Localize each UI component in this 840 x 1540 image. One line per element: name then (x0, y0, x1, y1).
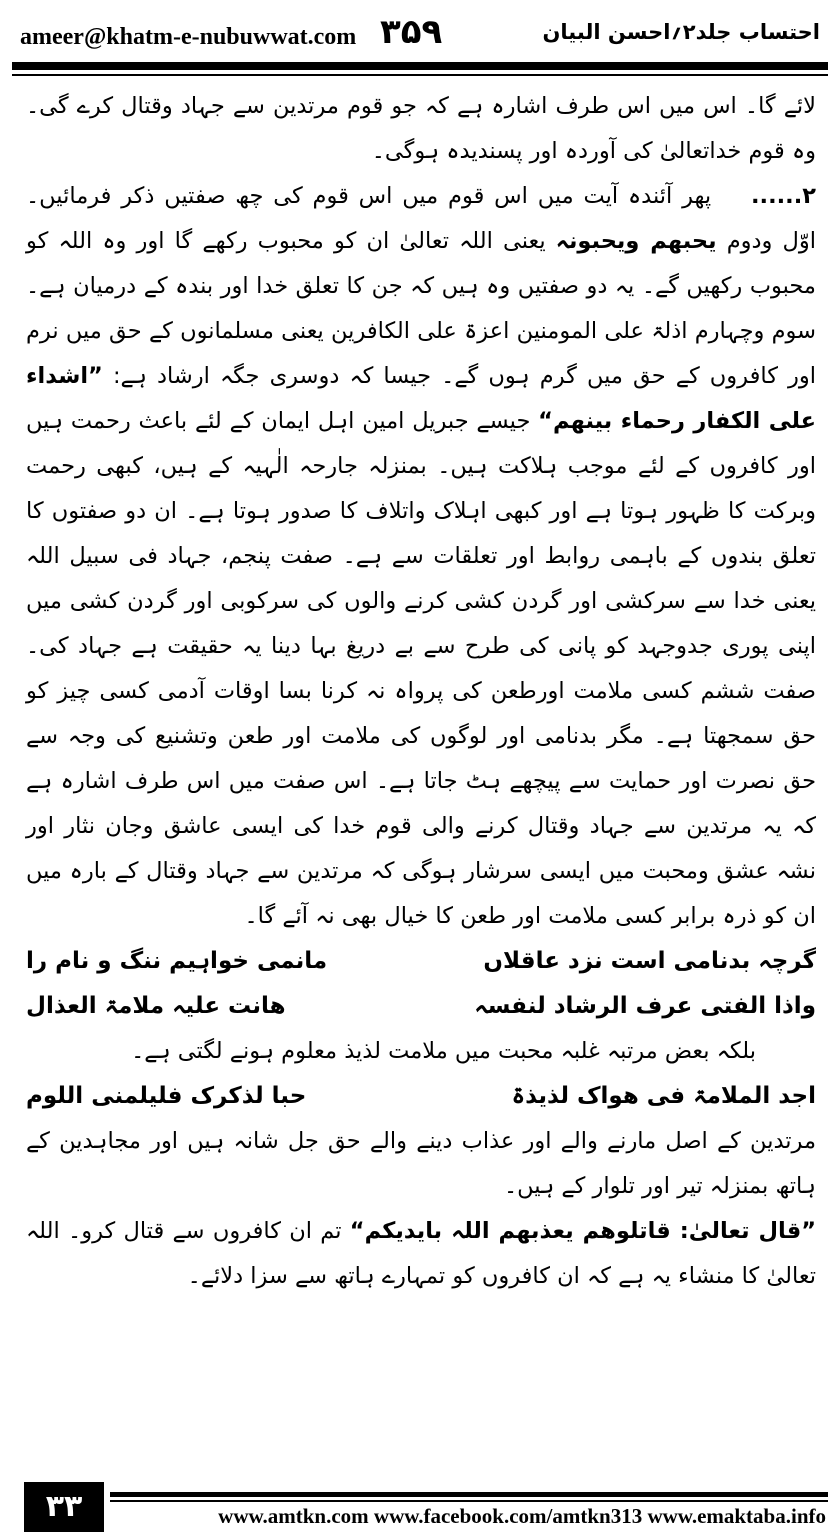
header-rule-thin (12, 74, 828, 76)
verse-line-3 (26, 1074, 816, 1119)
footer-links: www.amtkn.com www.facebook.com/amtkn313 www.emaktaba.info (218, 1504, 826, 1528)
verse-1-first-half: گرچہ بدنامی است نزد عاقلاں (483, 948, 816, 974)
verse-line-1 (26, 939, 816, 984)
verse-line-2 (26, 984, 816, 1029)
verse-3-first-half: اجد الملامۃ فی ھواک لذیذۃ (511, 1083, 816, 1109)
quran-quote: ”اشداء علی الکفار رحماء بینھم“ (26, 363, 817, 434)
footer-rule-thin (110, 1500, 828, 1502)
verse-2-first-half: واذا الفتی عرف الرشاد لنفسہ (474, 993, 816, 1019)
paragraph-5 (26, 1209, 816, 1299)
header-rule-thick (12, 62, 828, 70)
paragraph-2 (26, 174, 816, 939)
paragraph-1: لائے گا۔ اس میں اس طرف اشارہ ہے کہ جو قوم مرتدین سے جہاد وقتال کرے گی۔ وہ قوم خداتعالیٰ کی آوردہ اور پسندیدہ ہوگی۔ (26, 93, 816, 164)
paragraph-5-text: تم ان کافروں سے قتال کرو۔ اللہ تعالیٰ کا منشاء یہ ہے کہ ان کافروں کو تمہارے ہاتھ سے سزا دلائے۔ (26, 1218, 816, 1289)
page-header (12, 0, 828, 60)
verse-3-second-half: حبا لذکرک فلیلمنی اللوم (26, 1083, 307, 1109)
footer-rule-thick (110, 1492, 828, 1497)
arabic-phrase: یحبھم ویحبونہ (555, 228, 717, 254)
footer-page-number: ۳۳ (24, 1482, 104, 1532)
header-book-title: احتساب جلد۲؍احسن البیان (542, 20, 820, 44)
verse-quote: ”قال تعالیٰ: قاتلوھم یعذبھم اللہ بایدیکم“ (349, 1218, 816, 1244)
paragraph-4: مرتدین کے اصل مارنے والے اور عذاب دینے والے حق جل شانہ ہیں اور مجاہدین کے ہاتھ بمنزلہ تیر اور تلوار کے ہیں۔ (26, 1128, 816, 1199)
paragraph-3: بلکہ بعض مرتبہ غلبہ محبت میں ملامت لذیذ معلوم ہونے لگتی ہے۔ (131, 1038, 756, 1064)
item-number: ۲...... (750, 183, 817, 209)
paragraph-2-text: پھر آئندہ آیت میں اس قوم میں اس قوم کی چھ صفتیں ذکر فرمائیں۔ اوّل ودوم (26, 183, 816, 254)
page-body (26, 84, 816, 1299)
header-email: ameer@khatm-e-nubuwwat.com (20, 24, 357, 50)
header-page-number: ۳۵۹ (380, 12, 443, 52)
paragraph-2-cont: یعنی اللہ تعالیٰ ان کو محبوب رکھے گا اور وہ اللہ کو محبوب رکھیں گے۔ یہ دو صفتیں وہ ہیں کہ جن کا تعلق خدا اور بندہ کے درمیان ہے۔ سوم وچہارم اذلۃ علی المومنین اعزۃ علی الکافرین یعنی مسلمانوں کے حق میں نرم اور کافروں کے حق میں گرم ہوں گے۔ جیسا کہ دوسری جگہ ارشاد ہے: (26, 228, 816, 389)
verse-1-second-half: مانمی خواہیم ننگ و نام را (26, 948, 328, 974)
verse-2-second-half: ھانت علیہ ملامۃ العذال (26, 993, 286, 1019)
paragraph-2-end: جیسے جبریل امین اہل ایمان کے لئے باعث رحمت ہیں اور کافروں کے لئے موجب ہلاکت ہیں۔ بمنزلہ جارحہ الٰہیہ کے ہیں، کبھی رحمت وبرکت کا ظہور ہوتا ہے اور کبھی اہلاک واتلاف کا صدور ہوتا ہے۔ ان دو صفتوں کا تعلق بندوں کے باہمی روابط اور تعلقات سے ہے۔ صفت پنجم، جہاد فی سبیل اللہ یعنی خدا سے سرکشی اور گردن کشی کرنے والوں کی سرکوبی اور گردن کشی میں اپنی پوری جدوجہد کو پانی کی طرح سے بے دریغ بہا دینا یہ حقیقت ہے جہاد کی۔ صفت ششم کسی ملامت اورطعن کی پرواہ نہ کرنا بسا اوقات آدمی کسی چیز کو حق سمجھتا ہے۔ مگر بدنامی اور لوگوں کی ملامت اور طعن وتشنیع کی وجہ سے حق نصرت اور حمایت سے پیچھے ہٹ جاتا ہے۔ اس صفت میں اس طرف اشارہ ہے کہ یہ مرتدین سے جہاد وقتال کرنے والی قوم خدا کی ایسی عاشق وجان نثار اور نشہ عشق ومحبت میں ایسی سرشار ہوگی کہ مرتدین سے جہاد وقتال کے بارہ میں ان کو ذرہ برابر کسی ملامت اور طعن کا خیال بھی نہ آئے گا۔ (26, 408, 816, 929)
